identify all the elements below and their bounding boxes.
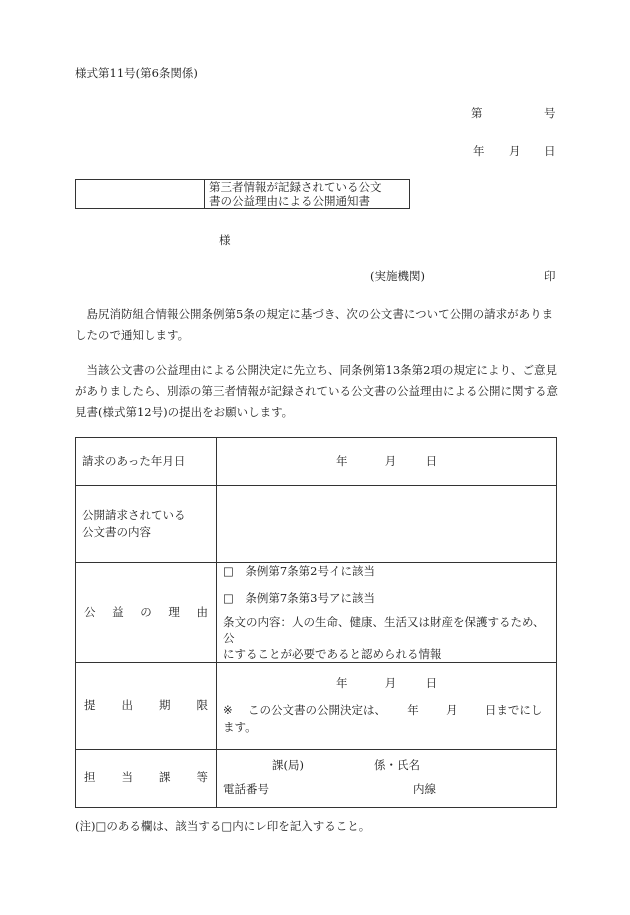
deadline-note-end: 日までにします。 — [223, 702, 543, 735]
staff-phone: 電話番号 — [223, 782, 269, 796]
staff-label-char: 等 — [196, 770, 208, 785]
reason-detail-line-2: にすることが必要であると認められる情報 — [223, 646, 442, 661]
reason-label-char: の — [140, 604, 152, 619]
reason-label — [76, 563, 217, 663]
staff-section: 課(局) — [272, 758, 304, 772]
staff-name: 係・氏名 — [374, 758, 420, 772]
deadline-note — [217, 702, 556, 737]
request-date-value — [217, 438, 557, 486]
row-staff-in-charge — [76, 749, 557, 807]
reason-label-char: 由 — [196, 604, 208, 619]
issuer-agency: (実施機関) — [370, 269, 425, 283]
staff-label-char: 担 — [84, 770, 96, 785]
deadline-value — [217, 662, 557, 749]
reason-detail-line-1: 条文の内容：人の生命、健康、生活又は財産を保護するため、公 — [223, 614, 545, 645]
deadline-day: 日 — [425, 675, 438, 690]
deadline-label — [76, 662, 217, 749]
deadline-label-char: 提 — [84, 697, 96, 712]
request-date-month: 月 — [384, 453, 397, 468]
seal-mark: 印 — [544, 269, 556, 283]
title-line-1: 第三者情報が記録されている公文 — [209, 180, 382, 194]
document-content-label — [76, 486, 217, 563]
document-title — [205, 180, 409, 208]
document-content-value — [217, 486, 557, 563]
deadline-year: 年 — [335, 675, 348, 690]
row-public-interest-reason — [76, 563, 557, 663]
reason-label-char: 益 — [112, 604, 124, 619]
deadline-note-year: 年 — [407, 702, 419, 717]
staff-value — [217, 749, 557, 807]
reason-label-char: 公 — [84, 604, 96, 619]
deadline-label-char: 期 — [159, 697, 171, 712]
body-paragraph-1: 島尻消防組合情報公開条例第5条の規定に基づき、次の公文書について公開の請求がありましたので通知します。 — [75, 307, 554, 342]
form-number: 様式第11号(第6条関係) — [75, 66, 198, 80]
addressee-sama: 様 — [219, 233, 231, 247]
request-date-label: 請求のあった年月日 — [76, 438, 217, 486]
document-content-label-line-1: 公開請求されている — [82, 507, 186, 522]
document-title-box — [75, 179, 410, 209]
row-submission-deadline — [76, 662, 557, 749]
reason-value — [217, 563, 557, 663]
doc-number-dai: 第 — [471, 106, 483, 120]
deadline-note-mark: ※ — [223, 702, 233, 717]
document-content-label-line-2: 公文書の内容 — [82, 525, 151, 539]
footnote: (注)□のある欄は、該当する□内にレ印を記入すること。 — [75, 819, 371, 833]
date-day: 日 — [544, 144, 556, 158]
staff-label-char: 当 — [121, 770, 133, 785]
deadline-note-month: 月 — [446, 702, 458, 717]
staff-label-char: 課 — [159, 770, 171, 785]
staff-extension: 内線 — [413, 782, 436, 796]
row-document-content — [76, 486, 557, 563]
reason-label-char: 理 — [168, 604, 180, 619]
request-date-year: 年 — [335, 453, 348, 468]
doc-number-go: 号 — [544, 106, 556, 120]
date-month: 月 — [509, 144, 521, 158]
title-box-blank — [76, 180, 205, 208]
deadline-month: 月 — [384, 675, 397, 690]
reason-option-2-i[interactable]: □ 条例第7条第2号イに該当 — [223, 564, 375, 578]
deadline-note-text: この公文書の公開決定は、 — [247, 702, 386, 717]
deadline-label-char: 出 — [121, 697, 133, 712]
staff-label — [76, 749, 217, 807]
row-request-date — [76, 438, 557, 486]
request-date-day: 日 — [425, 453, 438, 468]
body-paragraph-2: 当該公文書の公益理由による公開決定に先立ち、同条例第13条第2項の規定により、ご意見がありましたら、別添の第三者情報が記録されている公文書の公益理由による公開に関する意見書(様式第12号)の提出をお願いします。 — [75, 363, 558, 419]
request-details-table — [75, 437, 557, 808]
deadline-label-char: 限 — [196, 697, 208, 712]
date-year: 年 — [473, 144, 485, 158]
title-line-2: 書の公益理由による公開通知書 — [209, 194, 370, 208]
reason-option-3-a[interactable]: □ 条例第7条第3号アに該当 — [223, 591, 375, 606]
